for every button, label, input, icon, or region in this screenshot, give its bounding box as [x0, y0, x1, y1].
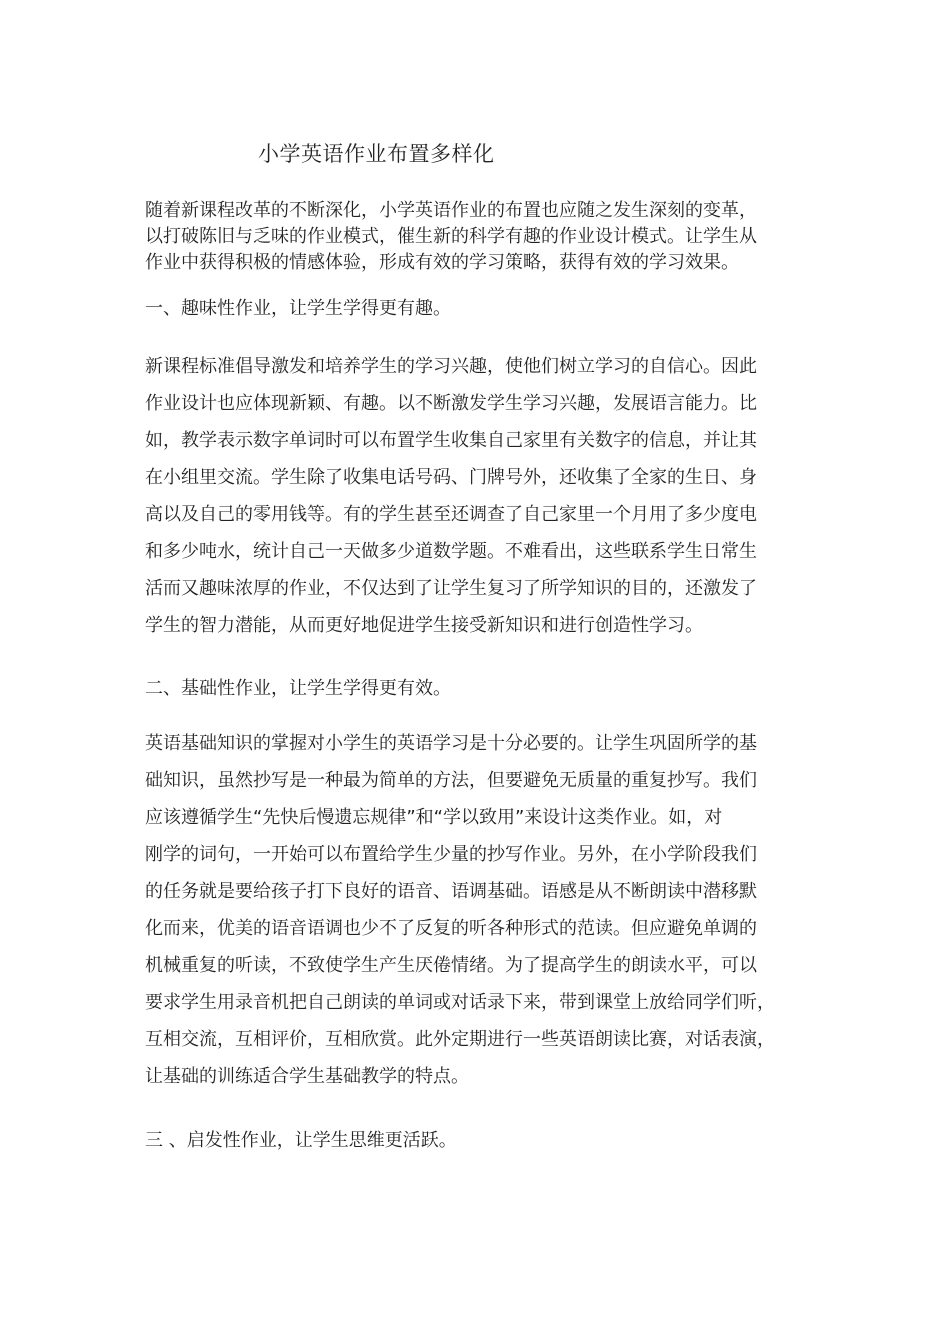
- text-line: 作业设计也应体现新颖、有趣。以不断激发学生学习兴趣，发展语言能力。比: [145, 393, 757, 414]
- text-line: 互相交流，互相评价，互相欣赏。此外定期进行一些英语朗读比赛，对话表演，: [145, 1029, 775, 1050]
- text-line: 如，教学表示数字单词时可以布置学生收集自己家里有关数字的信息，并让其: [145, 430, 757, 451]
- page-title: 小学英语作业布置多样化: [258, 142, 495, 166]
- text-line: 机械重复的听读，不致使学生产生厌倦情绪。为了提高学生的朗读水平，可以: [145, 955, 757, 976]
- text-line: 新课程标准倡导激发和培养学生的学习兴趣，使他们树立学习的自信心。因此: [145, 356, 757, 377]
- text-line: 在小组里交流。学生除了收集电话号码、门牌号外，还收集了全家的生日、身: [145, 467, 757, 488]
- text-line: 和多少吨水，统计自己一天做多少道数学题。不难看出，这些联系学生日常生: [145, 541, 757, 562]
- section-2-paragraph: [145, 725, 815, 1095]
- text-line: 的任务就是要给孩子打下良好的语音、语调基础。语感是从不断朗读中潜移默: [145, 881, 757, 902]
- text-line: 应该遵循学生“先快后慢遗忘规律”和“学以致用”来设计这类作业。如，对: [145, 807, 723, 828]
- text-line: 作业中获得积极的情感体验，形成有效的学习策略，获得有效的学习效果。: [145, 252, 739, 273]
- text-line: 础知识，虽然抄写是一种最为简单的方法，但要避免无质量的重复抄写。我们: [145, 770, 757, 791]
- text-line: 以打破陈旧与乏味的作业模式，催生新的科学有趣的作业设计模式。让学生从: [145, 226, 757, 247]
- intro-paragraph: [145, 198, 815, 276]
- text-line: 活而又趣味浓厚的作业，不仅达到了让学生复习了所学知识的目的，还激发了: [145, 578, 757, 599]
- text-line: 学生的智力潜能，从而更好地促进学生接受新知识和进行创造性学习。: [145, 615, 703, 636]
- text-line: 随着新课程改革的不断深化，小学英语作业的布置也应随之发生深刻的变革，: [145, 200, 757, 221]
- section-heading-3: 三 、启发性作业，让学生思维更活跃。: [145, 1130, 457, 1151]
- section-heading-2: 二、基础性作业，让学生学得更有效。: [145, 678, 451, 699]
- text-line: 刚学的词句，一开始可以布置给学生少量的抄写作业。另外，在小学阶段我们: [145, 844, 757, 865]
- section-heading-1: 一、趣味性作业，让学生学得更有趣。: [145, 298, 451, 319]
- text-line: 英语基础知识的掌握对小学生的英语学习是十分必要的。让学生巩固所学的基: [145, 733, 757, 754]
- text-line: 要求学生用录音机把自己朗读的单词或对话录下来，带到课堂上放给同学们听，: [145, 992, 775, 1013]
- section-1-paragraph: [145, 348, 815, 644]
- text-line: 让基础的训练适合学生基础教学的特点。: [145, 1066, 469, 1087]
- text-line: 高以及自己的零用钱等。有的学生甚至还调查了自己家里一个月用了多少度电: [145, 504, 757, 525]
- text-line: 化而来，优美的语音语调也少不了反复的听各种形式的范读。但应避免单调的: [145, 918, 757, 939]
